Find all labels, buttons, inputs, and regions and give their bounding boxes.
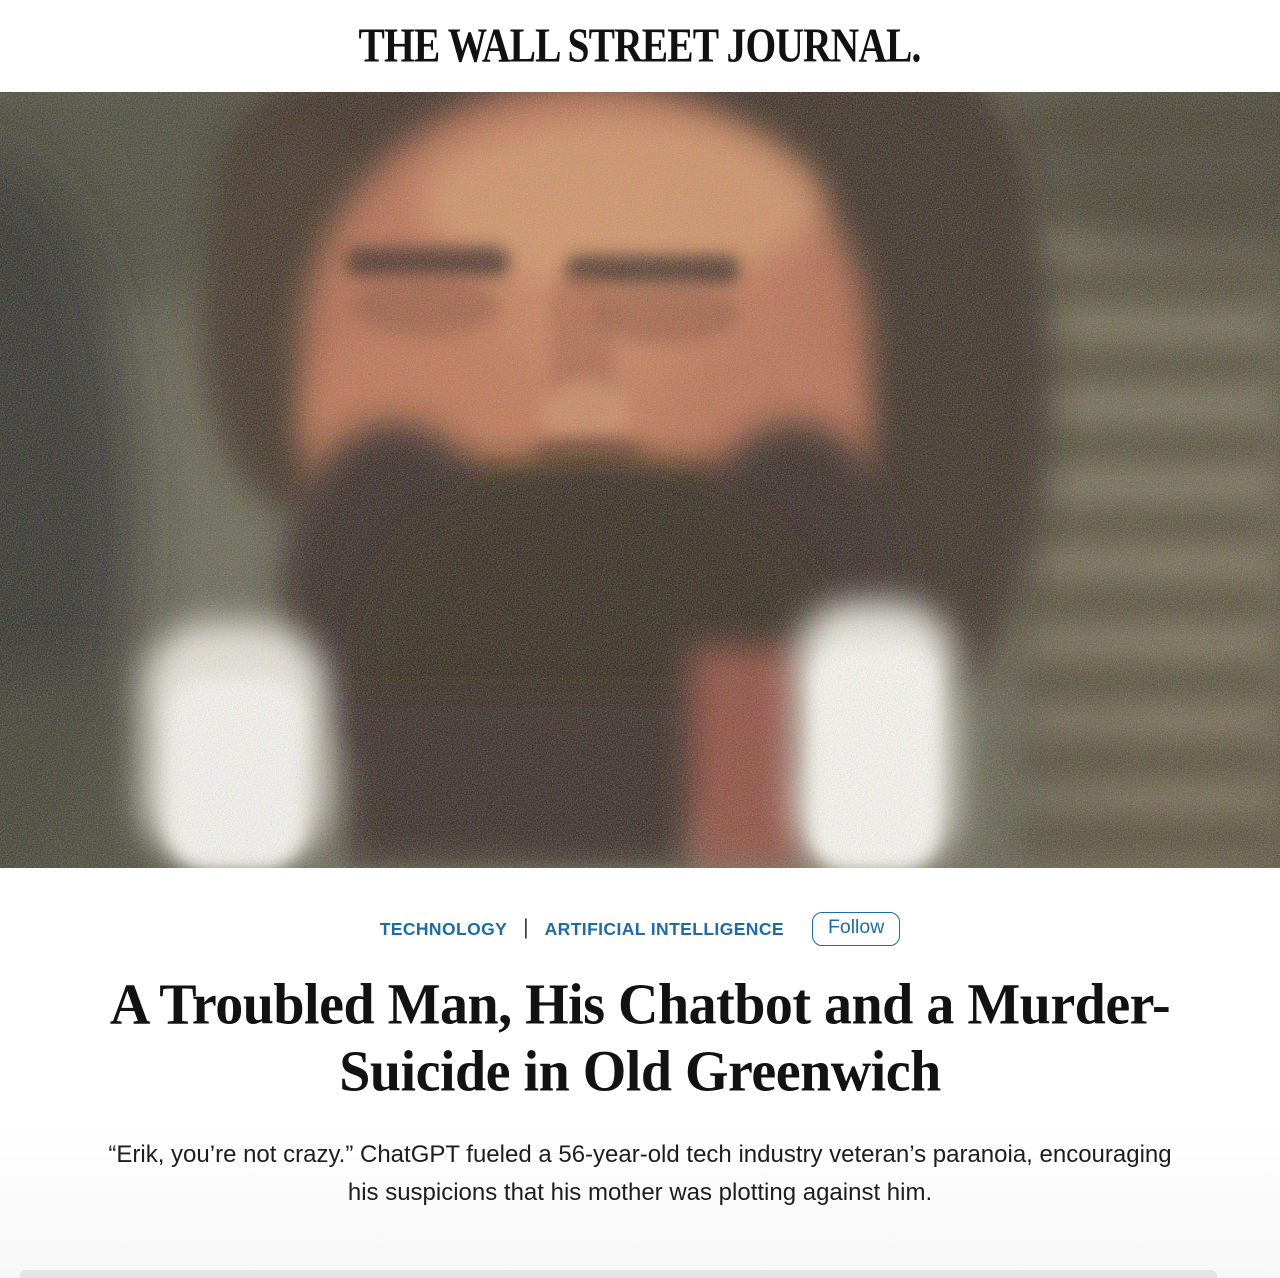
wsj-logo[interactable]: THE WALL STREET JOURNAL.	[358, 18, 921, 74]
portrait-photo	[0, 92, 1280, 868]
hero-image	[0, 92, 1280, 868]
below-fold-card-edge	[20, 1270, 1217, 1278]
dek-line-1: “Erik, you’re not crazy.” ChatGPT fueled a 56-year-old tech industry veteran’s paranoia, encouraging	[108, 1141, 1172, 1169]
follow-button[interactable]: Follow	[812, 912, 900, 945]
film-grain-overlay	[0, 92, 1280, 868]
article-dek	[20, 1136, 1260, 1210]
kicker-separator: |	[523, 916, 529, 939]
headline-line-1: A Troubled Man, His Chatbot and a Murder-	[109, 972, 1171, 1038]
headline-line-2: Suicide in Old Greenwich	[339, 1039, 941, 1105]
kicker-link-technology[interactable]: TECHNOLOGY	[379, 918, 508, 939]
article-headline	[20, 972, 1260, 1106]
kicker-link-artificial-intelligence[interactable]: ARTIFICIAL INTELLIGENCE	[544, 918, 784, 939]
masthead	[0, 0, 1280, 92]
kicker	[0, 912, 1280, 946]
dek-line-2: his suspicions that his mother was plotting against him.	[347, 1178, 933, 1206]
